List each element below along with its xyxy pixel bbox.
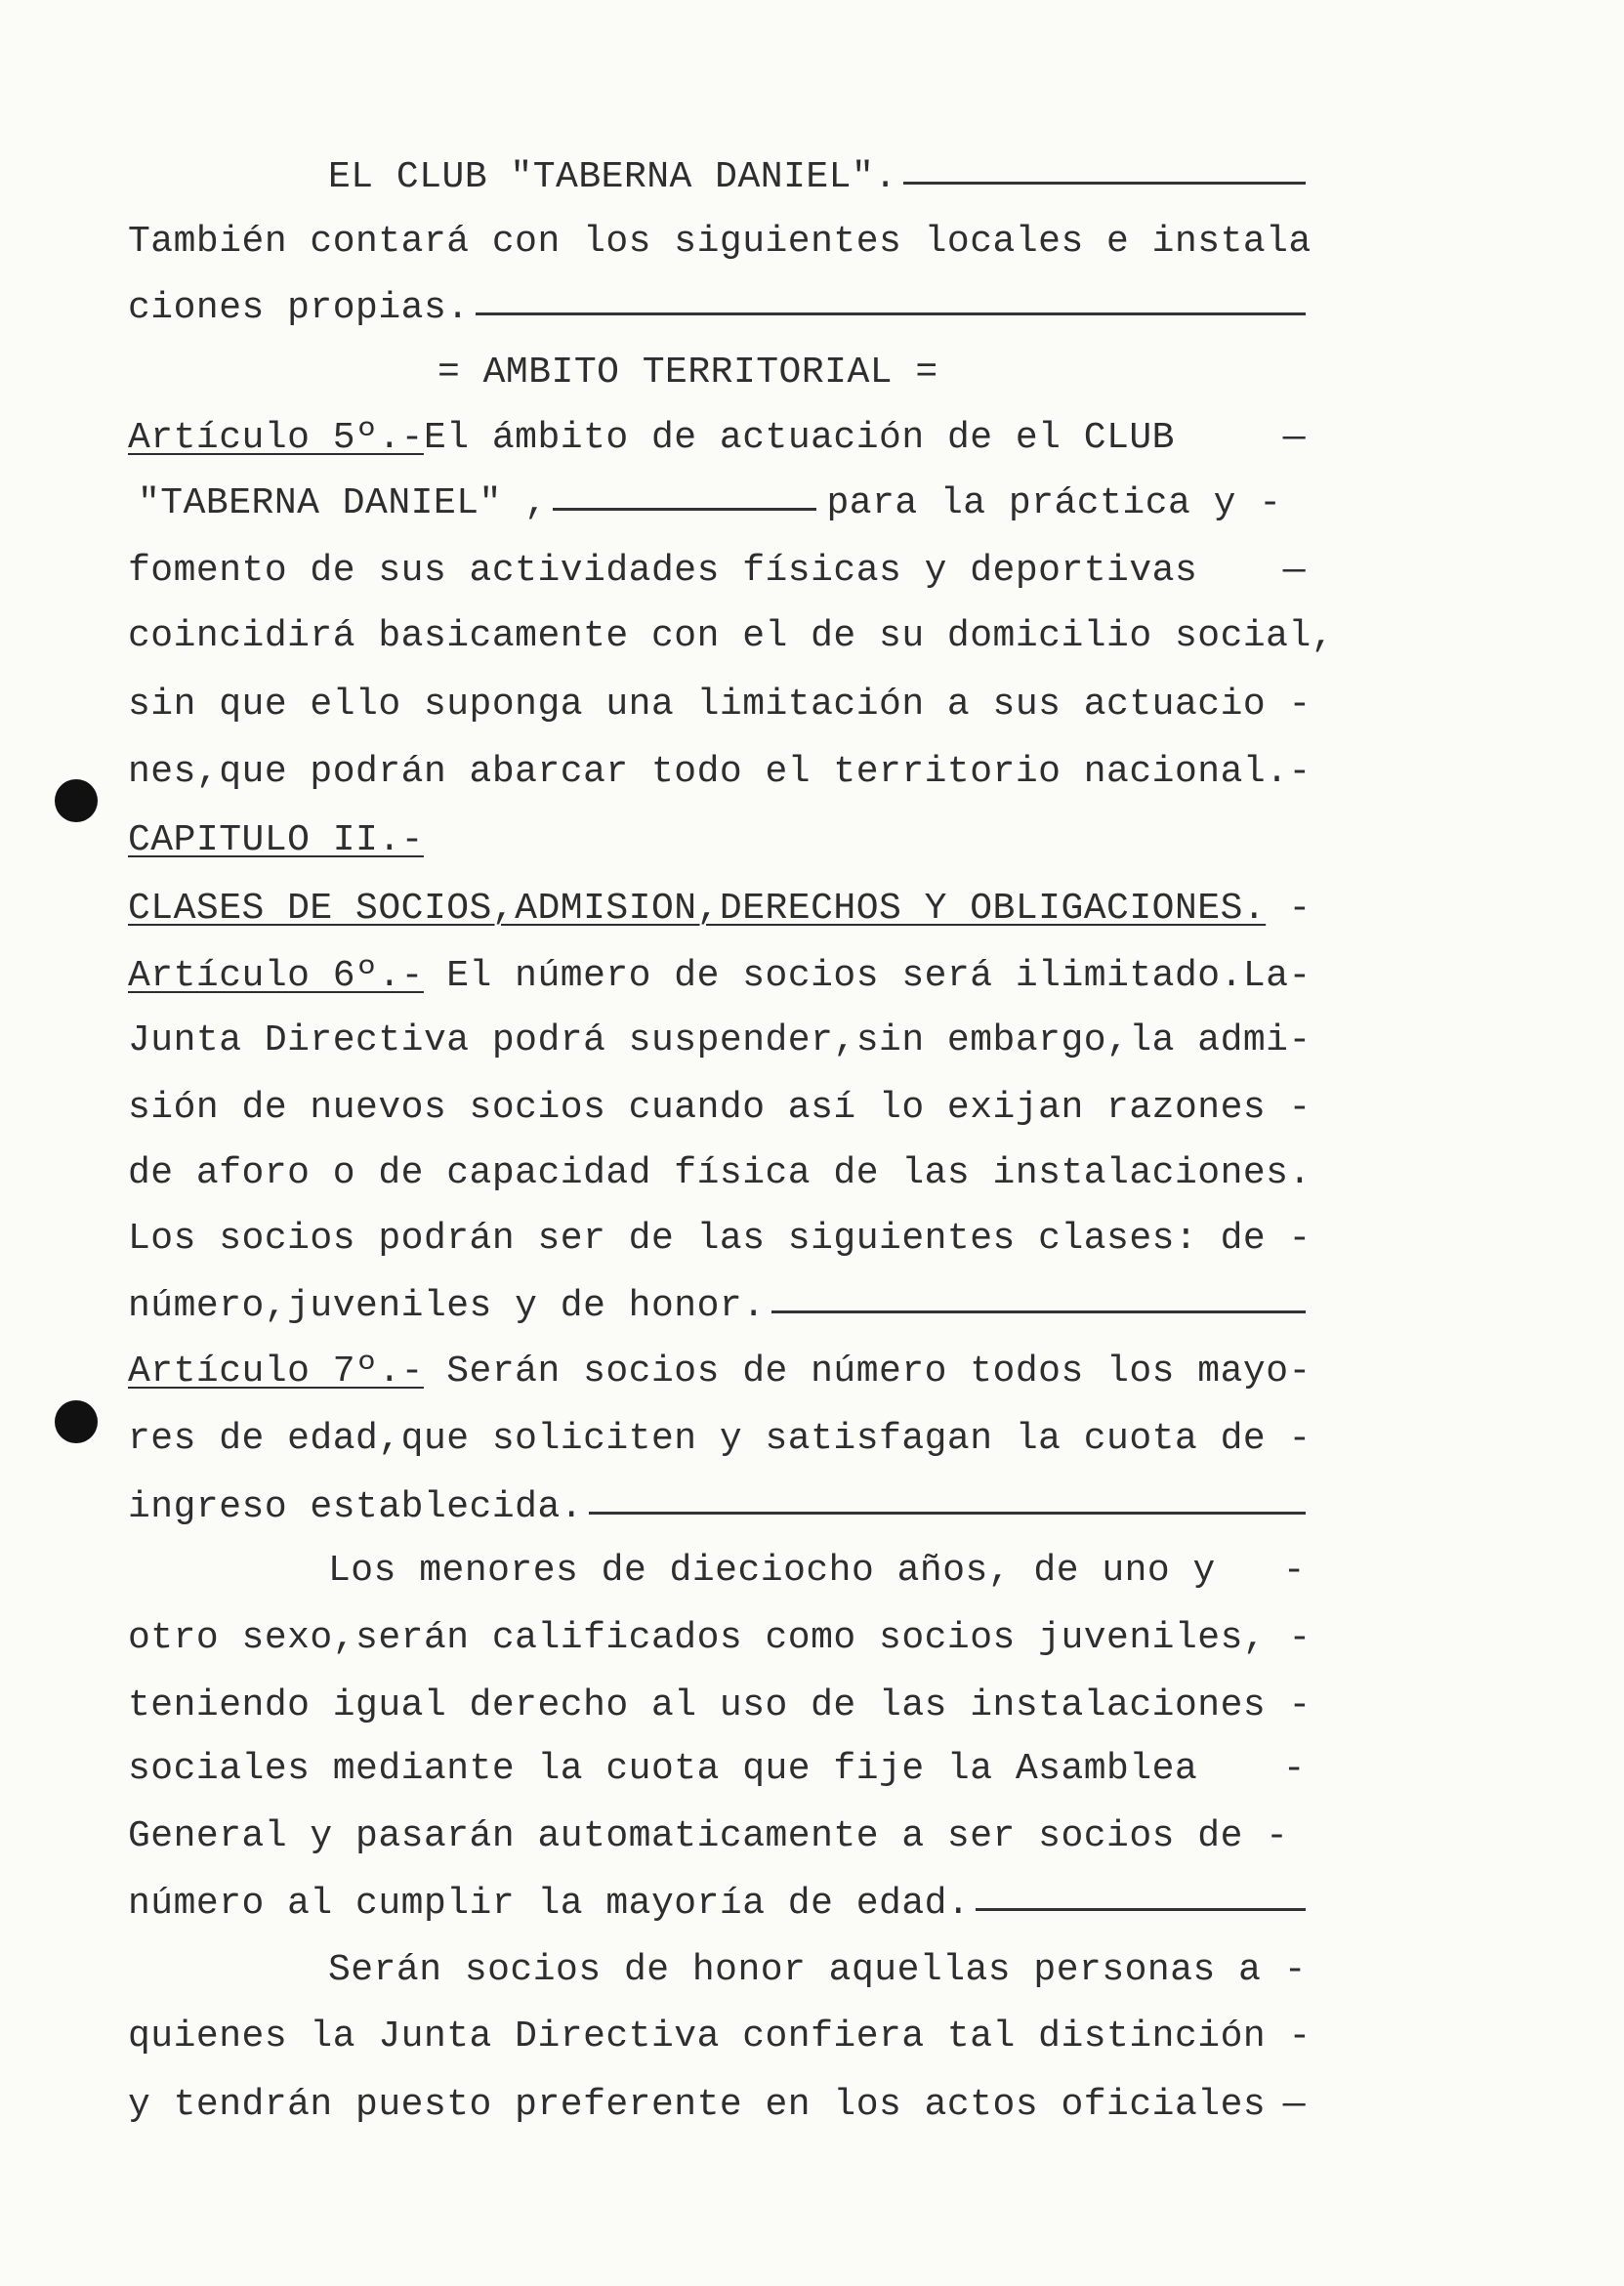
line-end-dash: -	[1282, 1748, 1306, 1790]
underlined-heading: Artículo 7º.-	[128, 1351, 424, 1392]
text-segment: El número de socios será ilimitado.La-	[423, 955, 1312, 997]
text-segment: ingreso establecida.	[128, 1486, 584, 1528]
line-end-dash: —	[1282, 550, 1306, 592]
underlined-heading: CLASES DE SOCIOS,ADMISION,DERECHOS Y OBLIGACIONES.	[128, 888, 1267, 930]
text-segment: = AMBITO TERRITORIAL =	[437, 352, 938, 394]
text-line	[128, 474, 1306, 524]
text-line	[128, 408, 1306, 459]
text-segment: Los socios podrán ser de las siguientes clases: de -	[128, 1218, 1312, 1260]
text-line	[128, 1874, 1306, 1925]
text-line	[128, 675, 1312, 726]
text-line	[128, 1342, 1312, 1392]
text-segment: número,juveniles y de honor.	[128, 1285, 766, 1327]
text-line	[128, 2075, 1306, 2126]
text-line	[128, 1608, 1312, 1659]
text-line	[128, 1078, 1312, 1129]
text-line	[128, 1739, 1306, 1790]
text-segment: -	[1266, 888, 1312, 930]
text-segment: quienes la Junta Directiva confiera tal distinción -	[128, 2016, 1312, 2057]
text-line	[128, 1143, 1312, 1194]
text-segment: ciones propias.	[128, 287, 470, 329]
text-segment: Los menores de dieciocho años, de uno y	[328, 1550, 1216, 1592]
text-line	[128, 1541, 1306, 1592]
text-segment: res de edad,que soliciten y satisfagan la cuota de -	[128, 1418, 1312, 1460]
text-line	[128, 1209, 1312, 1260]
text-segment: Serán socios de honor aquellas personas a -	[328, 1949, 1308, 1991]
fill-rule	[903, 182, 1306, 185]
fill-rule	[589, 1512, 1306, 1515]
text-segment: sociales mediante la cuota que fije la Asamblea	[128, 1748, 1198, 1790]
text-segment: EL CLUB "TABERNA DANIEL".	[328, 156, 897, 198]
text-line	[128, 343, 1306, 394]
fill-rule	[976, 1908, 1306, 1911]
text-segment: fomento de sus actividades físicas y deportivas	[128, 550, 1198, 592]
text-line	[128, 278, 1306, 329]
text-line	[128, 879, 1312, 930]
text-line	[128, 1011, 1312, 1061]
underlined-heading: CAPITULO II.-	[128, 819, 424, 861]
text-segment: teniendo igual derecho al uso de las instalaciones -	[128, 1684, 1312, 1726]
underlined-heading: Artículo 5º.-	[128, 417, 424, 459]
text-line	[128, 1409, 1312, 1460]
line-end-dash: —	[1282, 2084, 1306, 2126]
line-end-dash: -	[1282, 1550, 1306, 1592]
text-line	[128, 541, 1306, 592]
text-segment: "TABERNA DANIEL" ,	[138, 482, 548, 524]
text-segment: de aforo o de capacidad física de las instalaciones.	[128, 1152, 1312, 1194]
text-line	[128, 2007, 1312, 2057]
text-segment: General y pasarán automaticamente a ser socios de -	[128, 1815, 1289, 1857]
text-line	[128, 1477, 1306, 1528]
text-segment: También contará con los siguientes locales e instala	[128, 221, 1312, 263]
text-segment: Junta Directiva podrá suspender,sin embargo,la admi-	[128, 1019, 1312, 1061]
text-segment: número al cumplir la mayoría de edad.	[128, 1883, 971, 1925]
text-line	[128, 606, 1335, 657]
text-line	[128, 1807, 1306, 1857]
text-line	[128, 742, 1312, 793]
text-line	[128, 946, 1312, 997]
text-line	[128, 1276, 1306, 1327]
text-segment: El ámbito de actuación de el CLUB	[423, 417, 1175, 459]
fill-rule	[476, 312, 1306, 315]
text-segment: otro sexo,serán calificados como socios juveniles, -	[128, 1617, 1312, 1659]
punch-hole	[55, 1400, 98, 1443]
text-line	[128, 147, 1306, 198]
text-line	[128, 810, 1306, 861]
text-segment: sin que ello suponga una limitación a sus actuacio -	[128, 684, 1312, 726]
text-line	[128, 1676, 1312, 1726]
line-end-dash: —	[1282, 417, 1306, 459]
text-segment: Serán socios de número todos los mayo-	[423, 1351, 1312, 1392]
fill-rule	[771, 1310, 1306, 1313]
text-line	[128, 212, 1312, 263]
underlined-heading: Artículo 6º.-	[128, 955, 424, 997]
text-segment: para la práctica y -	[826, 482, 1282, 524]
text-segment: y tendrán puesto preferente en los actos oficiales	[128, 2084, 1267, 2126]
fill-rule	[553, 508, 816, 511]
punch-hole	[55, 779, 98, 822]
text-segment: nes,que podrán abarcar todo el territorio nacional.-	[128, 751, 1312, 793]
text-segment: coincidirá basicamente con el de su domicilio social,	[128, 615, 1335, 657]
text-line	[128, 1940, 1306, 1991]
text-segment: sión de nuevos socios cuando así lo exijan razones -	[128, 1087, 1312, 1129]
